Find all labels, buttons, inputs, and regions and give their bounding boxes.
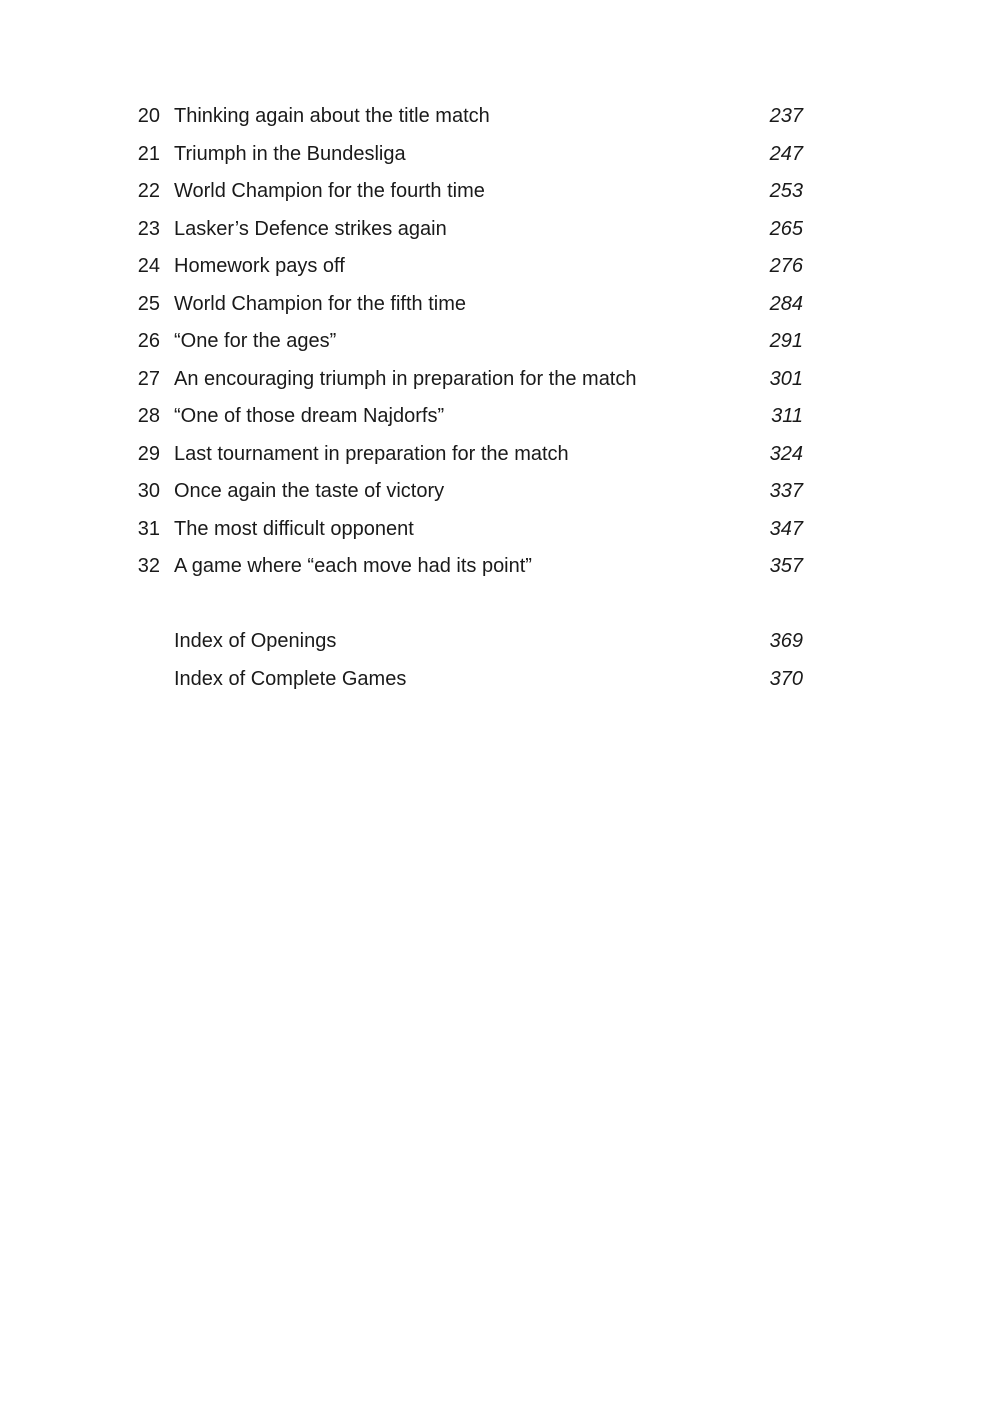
chapter-title: Triumph in the Bundesliga — [174, 142, 406, 165]
chapter-number: 28 — [137, 405, 160, 427]
chapter-number: 26 — [137, 330, 160, 352]
page-number: 276 — [769, 255, 803, 277]
page-number: 237 — [769, 105, 803, 127]
index-row — [0, 623, 1000, 661]
page-number: 337 — [769, 480, 803, 502]
page-number: 324 — [769, 442, 803, 465]
chapter-title: Lasker’s Defence strikes again — [174, 217, 447, 240]
chapter-number: 30 — [137, 480, 160, 502]
toc-row — [0, 211, 1000, 249]
toc-row — [0, 361, 1000, 399]
chapter-title: Thinking again about the title match — [174, 105, 490, 127]
chapter-title: World Champion for the fifth time — [174, 292, 466, 315]
chapter-title: The most difficult opponent — [174, 517, 414, 540]
chapter-number: 32 — [137, 555, 160, 577]
toc-row — [0, 398, 1000, 436]
toc-row — [0, 548, 1000, 586]
chapter-number: 27 — [137, 367, 160, 390]
chapter-number: 31 — [137, 517, 160, 540]
chapter-number: 25 — [137, 292, 160, 315]
chapter-title: “One of those dream Najdorfs” — [174, 405, 445, 427]
page-number: 311 — [771, 405, 803, 427]
chapter-title: Once again the taste of victory — [174, 480, 445, 502]
page-number: 247 — [769, 142, 803, 165]
page-number: 265 — [769, 217, 803, 240]
chapter-title: Homework pays off — [174, 255, 345, 277]
chapter-number: 20 — [137, 105, 160, 127]
toc-row — [0, 511, 1000, 549]
chapter-title: Last tournament in preparation for the match — [174, 442, 569, 465]
page-number: 357 — [769, 555, 803, 577]
toc-row — [0, 136, 1000, 174]
toc-row — [0, 436, 1000, 474]
chapter-number: 21 — [137, 142, 160, 165]
chapter-number: 29 — [137, 442, 160, 465]
chapter-title: “One for the ages” — [174, 330, 337, 352]
page-number: 291 — [769, 330, 803, 352]
chapter-number: 23 — [137, 217, 160, 240]
page-number: 253 — [769, 180, 803, 202]
toc-row — [0, 173, 1000, 211]
chapter-title: World Champion for the fourth time — [174, 180, 485, 202]
section-spacer — [0, 586, 1000, 624]
index-row — [0, 661, 1000, 699]
toc-row — [0, 323, 1000, 361]
chapter-title: An encouraging triumph in preparation for the match — [174, 367, 637, 390]
chapter-title: A game where “each move had its point” — [174, 555, 532, 577]
table-of-contents — [0, 98, 1000, 698]
toc-row — [0, 473, 1000, 511]
index-title: Index of Openings — [174, 630, 337, 652]
page-number: 284 — [769, 292, 803, 315]
page-number: 370 — [769, 667, 803, 690]
toc-row — [0, 248, 1000, 286]
page-number: 347 — [769, 517, 803, 540]
toc-row — [0, 286, 1000, 324]
page-number: 369 — [769, 630, 803, 652]
chapter-number: 24 — [137, 255, 160, 277]
page-number: 301 — [769, 367, 803, 390]
toc-row — [0, 98, 1000, 136]
index-title: Index of Complete Games — [174, 667, 407, 690]
chapter-number: 22 — [137, 180, 160, 202]
